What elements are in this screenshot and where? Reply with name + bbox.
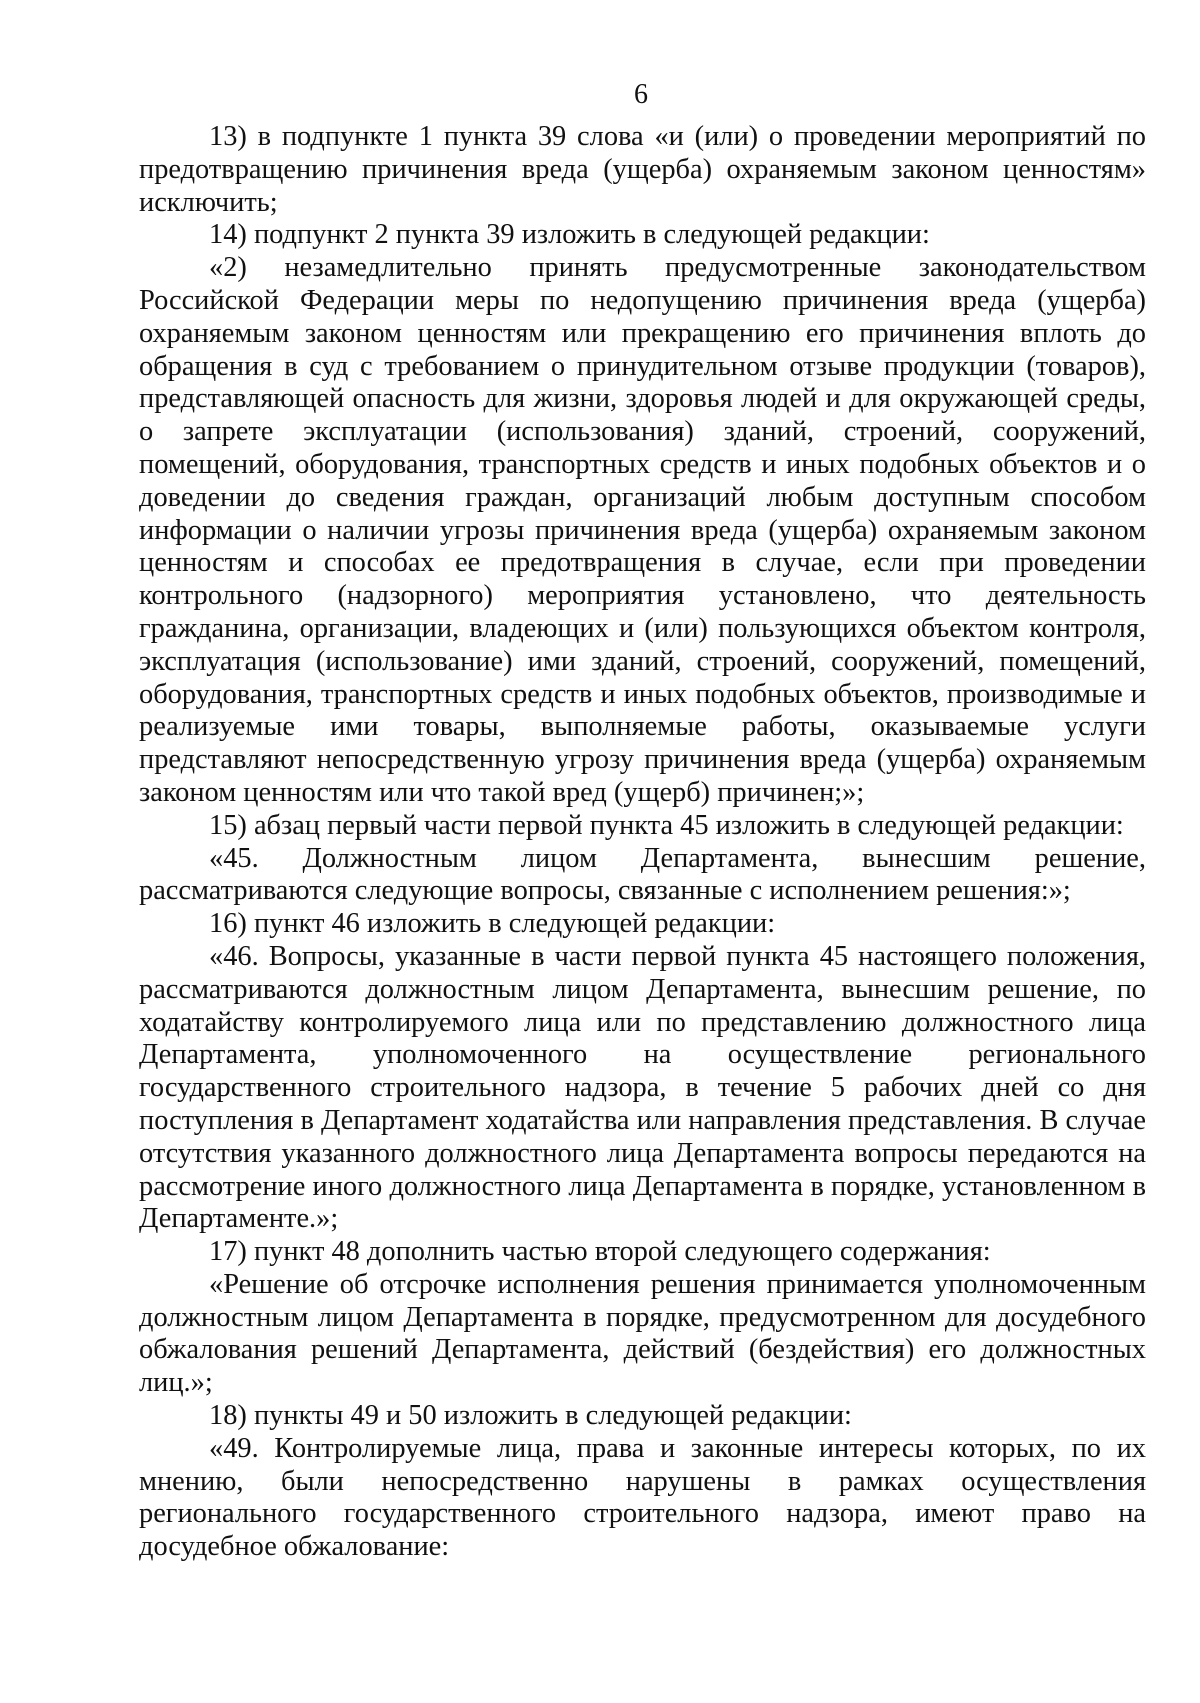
paragraph-quote-45: «45. Должностным лицом Департамента, вынесшим решение, рассматриваются следующие вопросы, связанные с исполнением решения:»; [139,842,1146,907]
paragraph-quote-2: «2) незамедлительно принять предусмотренные законодательством Российской Федерации меры по недопущению причинения вреда (ущерба) охраняемым законом ценностям или прекращению его причинения вплоть до обращения в суд с требованием о принудительном отзыве продукции (товаров), представляющей опасность для жизни, здоровья людей и для окружающей среды, о запрете эксплуатации (использования) зданий, строений, сооружений, помещений, оборудования, транспортных средств и иных подобных объектов и о доведении до сведения граждан, организаций любым доступным способом информации о наличии угрозы причинения вреда (ущерба) охраняемым законом ценностям и способах ее предотвращения в случае, если при проведении контрольного (надзорного) мероприятия установлено, что деятельность гражданина, организации, владеющих и (или) пользующихся объектом контроля, эксплуатация (использование) ими зданий, строений, сооружений, помещений, оборудования, транспортных средств и иных подобных объектов, производимые и реализуемые ими товары, выполняемые работы, оказываемые услуги представляют непосредственную угрозу причинения вреда (ущерба) охраняемым законом ценностям или что такой вред (ущерб) причинен;»; [139,252,1146,808]
paragraph-quote-46: «46. Вопросы, указанные в части первой пункта 45 настоящего положения, рассматриваются должностным лицом Департамента, вынесшим решение, по ходатайству контролируемого лица или по представлению должностного лица Департамента, уполномоченного на осуществление регионального государственного строительного надзора, в течение 5 рабочих дней со дня поступления в Департамент ходатайства или направления представления. В случае отсутствия указанного должностного лица Департамента вопросы передаются на рассмотрение иного должностного лица Департамента в порядке, установленном в Департаменте.»; [139,940,1146,1235]
paragraph-item-18: 18) пункты 49 и 50 изложить в следующей редакции: [209,1400,852,1432]
paragraph-item-16: 16) пункт 46 изложить в следующей редакции: [209,908,776,940]
paragraph-item-17: 17) пункт 48 дополнить частью второй следующего содержания: [209,1236,991,1268]
page-number: 6 [634,79,648,110]
paragraph-item-13: 13) в подпункте 1 пункта 39 слова «и (или) о проведении мероприятий по предотвращению причинения вреда (ущерба) охраняемым законом ценностям» исключить; [139,121,1146,218]
paragraph-quote-49: «49. Контролируемые лица, права и законные интересы которых, по их мнению, были непосредственно нарушены в рамках осуществления регионального государственного строительного надзора, имеют право на досудебное обжалование: [139,1432,1146,1563]
paragraph-quote-48: «Решение об отсрочке исполнения решения принимается уполномоченным должностным лицом Департамента в порядке, предусмотренном для досудебного обжалования решений Департамента, действий (бездействия) его должностных лиц.»; [139,1268,1146,1399]
document-body [139,121,1146,1564]
paragraph-item-15: 15) абзац первый части первой пункта 45 изложить в следующей редакции: [209,809,1124,841]
paragraph-item-14: 14) подпункт 2 пункта 39 изложить в следующей редакции: [209,219,930,251]
